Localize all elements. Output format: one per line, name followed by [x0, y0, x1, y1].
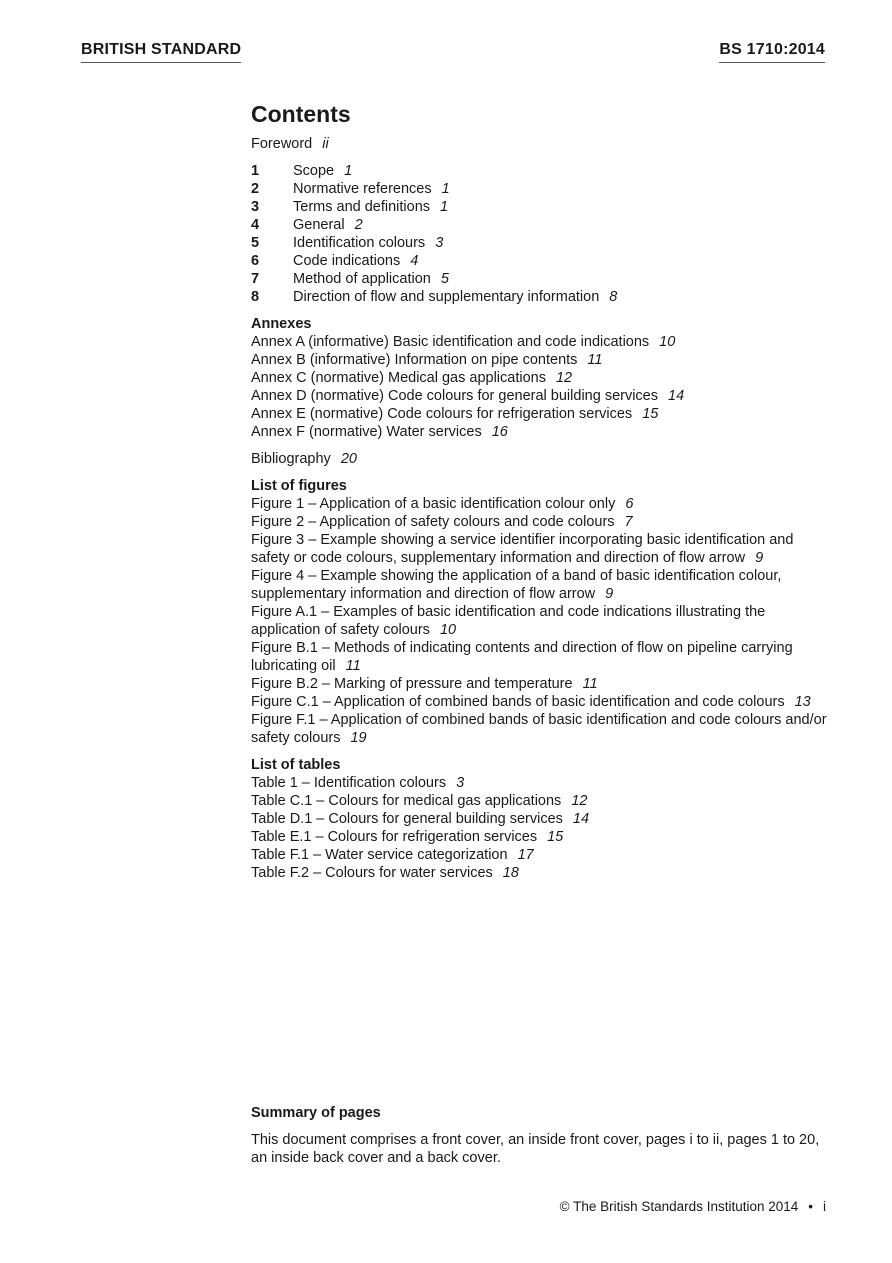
toc-entry-page: 9 — [755, 550, 764, 566]
toc-entry-label: Annex C (normative) Medical gas applications — [251, 370, 546, 386]
page-footer — [560, 1198, 826, 1216]
toc-entry-page: 19 — [350, 730, 367, 746]
toc-entry-label: Figure B.2 – Marking of pressure and temperature — [251, 676, 573, 692]
toc-entry-table — [251, 810, 836, 828]
figures-heading: List of figures — [251, 478, 347, 494]
toc-entry-label: Identification colours — [293, 235, 426, 251]
toc-entry-label: Direction of flow and supplementary information — [293, 289, 600, 305]
tables-heading: List of tables — [251, 757, 341, 773]
toc-entry-page: 1 — [344, 163, 353, 179]
annexes-heading: Annexes — [251, 316, 312, 332]
toc-entry-clause — [251, 270, 836, 288]
toc-entry-page: 5 — [440, 271, 449, 287]
toc-entry-annex — [251, 423, 836, 441]
summary-text: This document comprises a front cover, an inside front cover, pages i to ii, pages 1 to 20, an inside back cover and a back cover. — [251, 1132, 820, 1166]
tables-group — [251, 756, 836, 882]
toc-entry-annex — [251, 369, 836, 387]
toc-entry-page: 11 — [345, 658, 361, 674]
toc-entry-page: 1 — [440, 199, 449, 215]
toc-entry-page: 14 — [572, 811, 590, 827]
toc-entry-label: Figure 4 – Example showing the application of a band of basic identification colour, supplementary information and direction of flow arrow — [251, 568, 782, 602]
annex-list — [251, 333, 836, 441]
clause-number: 3 — [251, 199, 260, 215]
toc-entry-table — [251, 792, 836, 810]
toc-entry-label: Method of application — [293, 271, 431, 287]
toc-entry-page: 11 — [587, 352, 603, 368]
toc-entry-label: Table F.1 – Water service categorization — [251, 847, 508, 863]
toc-entry-text — [293, 162, 352, 180]
toc-entry-page: 1 — [441, 181, 450, 197]
toc-entry-clause — [251, 180, 836, 198]
toc-entry-clause — [251, 216, 836, 234]
toc-entry-figure — [251, 531, 836, 567]
toc-entry-label: Figure 2 – Application of safety colours and code colours — [251, 514, 615, 530]
toc-entry-page: 17 — [517, 847, 534, 863]
clause-number: 6 — [251, 253, 260, 269]
toc-entry-figure — [251, 603, 836, 639]
toc-entry-label: Annex B (informative) Information on pipe contents — [251, 352, 578, 368]
toc-entry-page: 4 — [410, 253, 419, 269]
contents-section — [251, 99, 836, 882]
toc-entry-page: 9 — [605, 586, 614, 602]
toc-entry-clause — [251, 234, 836, 252]
toc-entry-page: 2 — [354, 217, 363, 233]
toc-entry-page: 20 — [340, 451, 357, 467]
clause-number: 5 — [251, 235, 260, 251]
toc-entry-label: Figure 3 – Example showing a service identifier incorporating basic identification and safety or code colours, supplementary information and direction of flow arrow — [251, 532, 794, 566]
clause-number: 1 — [251, 163, 260, 179]
running-header-right: BS 1710:2014 — [719, 40, 825, 63]
toc-entry-page: 7 — [624, 514, 633, 530]
toc-entry-text — [293, 270, 449, 288]
clause-number: 4 — [251, 217, 260, 233]
toc-entry-label: Table D.1 – Colours for general building services — [251, 811, 563, 827]
toc-entry-figure — [251, 693, 836, 711]
summary-of-pages — [251, 1104, 836, 1167]
running-header-left: BRITISH STANDARD — [81, 40, 241, 63]
toc-entry-page: 16 — [491, 424, 508, 440]
toc-entry-table — [251, 846, 836, 864]
toc-entry-clause — [251, 198, 836, 216]
toc-entry-label: Code indications — [293, 253, 401, 269]
bullet-separator: • — [808, 1199, 813, 1214]
clause-number: 7 — [251, 271, 260, 287]
toc-entry-text — [293, 180, 450, 198]
toc-entry-figure — [251, 711, 836, 747]
toc-entry-bibliography — [251, 450, 836, 468]
toc-entry-text — [293, 288, 617, 306]
toc-entry-label: Figure C.1 – Application of combined bands of basic identification and code colours — [251, 694, 785, 710]
toc-entry-figure — [251, 567, 836, 603]
toc-entry-page: 6 — [625, 496, 634, 512]
toc-entry-annex — [251, 351, 836, 369]
clause-number: 8 — [251, 289, 260, 305]
toc-entry-label: Table F.2 – Colours for water services — [251, 865, 493, 881]
toc-entry-page: 8 — [609, 289, 618, 305]
toc-entry-label: Figure F.1 – Application of combined bands of basic identification and code colours and/or safety colours — [251, 712, 827, 746]
toc-entry-foreword — [251, 135, 836, 153]
toc-entry-page: 11 — [582, 676, 598, 692]
page-title: Contents — [251, 101, 351, 127]
toc-entry-figure — [251, 675, 836, 693]
toc-entry-label: Normative references — [293, 181, 432, 197]
toc-entry-page: 15 — [642, 406, 659, 422]
toc-entry-table — [251, 864, 836, 882]
toc-entry-page: 13 — [794, 694, 811, 710]
toc-entry-label: Foreword — [251, 136, 313, 152]
toc-entry-figure — [251, 513, 836, 531]
toc-entry-page: 12 — [555, 370, 573, 386]
clause-number: 2 — [251, 181, 260, 197]
toc-entry-page: 14 — [668, 388, 685, 404]
toc-entry-text — [293, 234, 443, 252]
toc-entry-table — [251, 828, 836, 846]
toc-entry-page: 10 — [439, 622, 457, 638]
toc-entry-annex — [251, 387, 836, 405]
toc-entry-label: Bibliography — [251, 451, 331, 467]
summary-heading: Summary of pages — [251, 1105, 381, 1121]
figure-list — [251, 495, 836, 747]
toc-entry-page: 18 — [502, 865, 519, 881]
toc-entry-clause — [251, 162, 836, 180]
table-list — [251, 774, 836, 882]
toc-entry-page: 12 — [571, 793, 588, 809]
toc-entry-label: Table C.1 – Colours for medical gas applications — [251, 793, 562, 809]
toc-entry-annex — [251, 405, 836, 423]
toc-entry-page: 15 — [547, 829, 564, 845]
toc-entry-clause — [251, 288, 836, 306]
toc-entry-label: Table 1 – Identification colours — [251, 775, 447, 791]
toc-entry-label: Figure A.1 – Examples of basic identification and code indications illustrating the application of safety colours — [251, 604, 766, 638]
toc-entry-figure — [251, 495, 836, 513]
toc-entry-label: General — [293, 217, 345, 233]
toc-entry-table — [251, 774, 836, 792]
toc-entry-label: Terms and definitions — [293, 199, 431, 215]
clause-list — [251, 162, 836, 306]
toc-entry-annex — [251, 333, 836, 351]
toc-entry-label: Annex A (informative) Basic identification and code indications — [251, 334, 650, 350]
toc-entry-page: 3 — [456, 775, 465, 791]
bibliography-group — [251, 450, 836, 468]
toc-entry-figure — [251, 639, 836, 675]
toc-entry-clause — [251, 252, 836, 270]
toc-entry-label: Figure B.1 – Methods of indicating contents and direction of flow on pipeline carrying lubricating oil — [251, 640, 793, 674]
toc-entry-label: Table E.1 – Colours for refrigeration services — [251, 829, 538, 845]
annexes-group — [251, 315, 836, 441]
toc-entry-label: Annex E (normative) Code colours for refrigeration services — [251, 406, 633, 422]
figures-group — [251, 477, 836, 747]
toc-entry-page: ii — [322, 136, 329, 152]
toc-entry-page: 10 — [659, 334, 676, 350]
toc-entry-text — [293, 252, 418, 270]
toc-entry-page: 3 — [435, 235, 444, 251]
toc-entry-text — [293, 198, 448, 216]
toc-entry-text — [293, 216, 363, 234]
copyright-notice: © The British Standards Institution 2014 — [559, 1199, 799, 1214]
page-number: i — [823, 1199, 826, 1214]
toc-entry-label: Figure 1 – Application of a basic identification colour only — [251, 496, 616, 512]
toc-entry-label: Scope — [293, 163, 335, 179]
toc-entry-label: Annex D (normative) Code colours for general building services — [251, 388, 658, 404]
toc-entry-label: Annex F (normative) Water services — [251, 424, 482, 440]
